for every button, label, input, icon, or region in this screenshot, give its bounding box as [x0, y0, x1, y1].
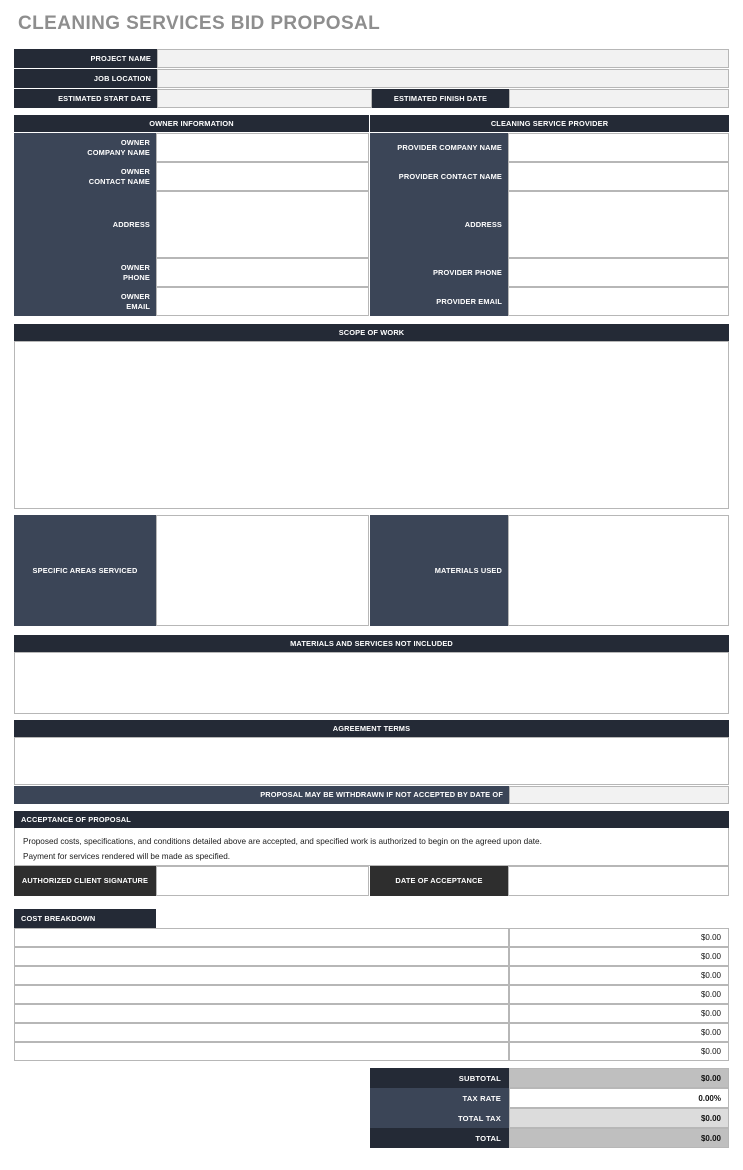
date-of-acceptance-input[interactable] — [508, 866, 729, 896]
agreement-terms-header: AGREEMENT TERMS — [14, 720, 729, 737]
acceptance-paragraph-line2: Payment for services rendered will be made as specified. — [23, 852, 231, 862]
owner-contact-name-input[interactable] — [156, 162, 369, 191]
estimated-start-date-input[interactable] — [157, 89, 372, 108]
project-name-label: PROJECT NAME — [14, 49, 157, 68]
owner-email-label-line1: OWNER — [120, 292, 150, 302]
acceptance-paragraph-line1: Proposed costs, specifications, and conditions detailed above are accepted, and specified work is authorized to begin on the agreed upon date. — [23, 837, 542, 846]
owner-email-input[interactable] — [156, 287, 369, 316]
page-title: CLEANING SERVICES BID PROPOSAL — [18, 13, 381, 34]
total-tax-label: TOTAL TAX — [370, 1108, 509, 1128]
acceptance-of-proposal-header: ACCEPTANCE OF PROPOSAL — [14, 811, 729, 828]
scope-of-work-input[interactable] — [14, 341, 729, 509]
owner-phone-label — [14, 258, 156, 287]
owner-phone-label-line1: OWNER — [120, 263, 150, 273]
owner-company-name-input[interactable] — [156, 133, 369, 162]
total-value: $0.00 — [509, 1128, 729, 1148]
cost-row-description[interactable] — [14, 985, 509, 1004]
owner-email-label-line2: EMAIL — [126, 301, 150, 311]
cost-row-amount[interactable]: $0.00 — [509, 1042, 729, 1061]
cost-row-amount[interactable]: $0.00 — [509, 966, 729, 985]
provider-address-input[interactable] — [508, 191, 729, 258]
owner-phone-label-line2: PHONE — [122, 272, 150, 282]
owner-address-label: ADDRESS — [14, 191, 156, 258]
provider-email-input[interactable] — [508, 287, 729, 316]
project-name-input[interactable] — [157, 49, 729, 68]
job-location-input[interactable] — [157, 69, 729, 88]
scope-of-work-header: SCOPE OF WORK — [14, 324, 729, 341]
tax-rate-label: TAX RATE — [370, 1088, 509, 1108]
owner-phone-input[interactable] — [156, 258, 369, 287]
proposal-withdrawn-date-input[interactable] — [509, 786, 729, 804]
owner-information-header: OWNER INFORMATION — [14, 115, 369, 132]
cost-row-amount[interactable]: $0.00 — [509, 1004, 729, 1023]
materials-not-included-input[interactable] — [14, 652, 729, 714]
materials-used-input[interactable] — [508, 515, 729, 626]
date-of-acceptance-label: DATE OF ACCEPTANCE — [370, 866, 508, 896]
owner-address-input[interactable] — [156, 191, 369, 258]
provider-contact-name-label: PROVIDER CONTACT NAME — [370, 162, 508, 191]
cleaning-service-provider-header: CLEANING SERVICE PROVIDER — [370, 115, 729, 132]
cost-row-description[interactable] — [14, 966, 509, 985]
agreement-terms-input[interactable] — [14, 737, 729, 785]
owner-contact-name-label-line1: OWNER — [120, 167, 150, 177]
acceptance-paragraph — [14, 828, 729, 866]
specific-areas-serviced-label: SPECIFIC AREAS SERVICED — [14, 515, 156, 626]
materials-not-included-header: MATERIALS AND SERVICES NOT INCLUDED — [14, 635, 729, 652]
specific-areas-serviced-input[interactable] — [156, 515, 369, 626]
authorized-client-signature-label: AUTHORIZED CLIENT SIGNATURE — [14, 866, 156, 896]
authorized-client-signature-input[interactable] — [156, 866, 369, 896]
owner-contact-name-label — [14, 162, 156, 191]
provider-company-name-input[interactable] — [508, 133, 729, 162]
provider-phone-input[interactable] — [508, 258, 729, 287]
job-location-label: JOB LOCATION — [14, 69, 157, 88]
owner-contact-name-label-line2: CONTACT NAME — [88, 176, 150, 186]
tax-rate-value[interactable]: 0.00% — [509, 1088, 729, 1108]
cost-row-description[interactable] — [14, 1023, 509, 1042]
cost-breakdown-header: COST BREAKDOWN — [14, 909, 156, 928]
estimated-finish-date-label: ESTIMATED FINISH DATE — [372, 89, 509, 108]
owner-company-name-label-line2: COMPANY NAME — [87, 147, 150, 157]
subtotal-value: $0.00 — [509, 1068, 729, 1088]
cost-row-description[interactable] — [14, 1004, 509, 1023]
total-tax-value: $0.00 — [509, 1108, 729, 1128]
materials-used-label: MATERIALS USED — [370, 515, 508, 626]
estimated-start-date-label: ESTIMATED START DATE — [14, 89, 157, 108]
cost-row-amount[interactable]: $0.00 — [509, 1023, 729, 1042]
total-label: TOTAL — [370, 1128, 509, 1148]
provider-address-label: ADDRESS — [370, 191, 508, 258]
subtotal-label: SUBTOTAL — [370, 1068, 509, 1088]
provider-company-name-label: PROVIDER COMPANY NAME — [370, 133, 508, 162]
cost-row-description[interactable] — [14, 928, 509, 947]
cost-row-amount[interactable]: $0.00 — [509, 985, 729, 1004]
owner-company-name-label — [14, 133, 156, 162]
provider-contact-name-input[interactable] — [508, 162, 729, 191]
estimated-finish-date-input[interactable] — [509, 89, 729, 108]
owner-company-name-label-line1: OWNER — [120, 138, 150, 148]
provider-phone-label: PROVIDER PHONE — [370, 258, 508, 287]
cost-row-description[interactable] — [14, 947, 509, 966]
cost-row-amount[interactable]: $0.00 — [509, 928, 729, 947]
owner-email-label — [14, 287, 156, 316]
cost-row-amount[interactable]: $0.00 — [509, 947, 729, 966]
proposal-withdrawn-label: PROPOSAL MAY BE WITHDRAWN IF NOT ACCEPTED BY DATE OF — [14, 786, 509, 804]
cost-row-description[interactable] — [14, 1042, 509, 1061]
provider-email-label: PROVIDER EMAIL — [370, 287, 508, 316]
